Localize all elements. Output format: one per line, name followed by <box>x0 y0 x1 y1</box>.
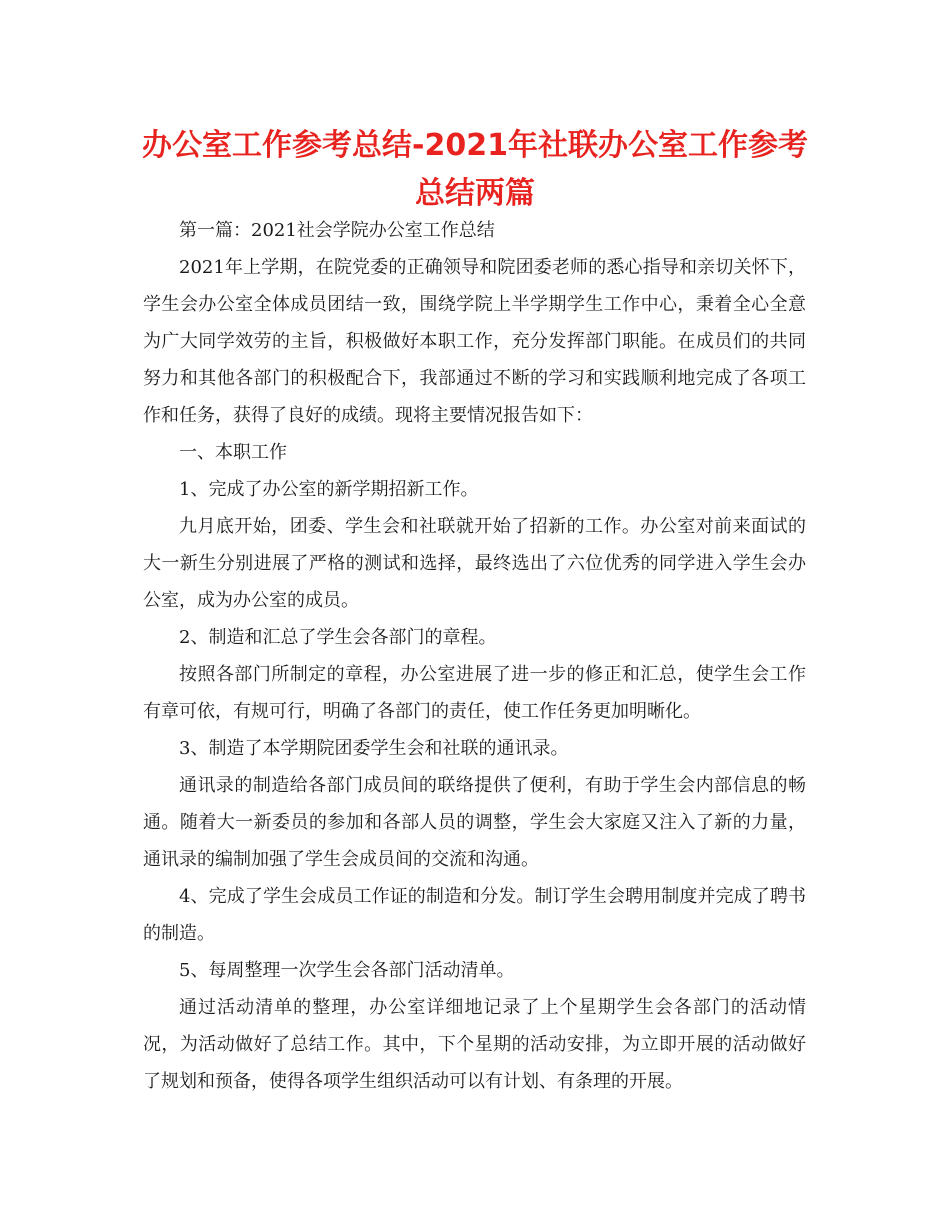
paragraph: 通过活动清单的整理，办公室详细地记录了上个星期学生会各部门的活动情况，为活动做好了总结工作。其中，下个星期的活动安排，为立即开展的活动做好了规划和预备，使得各项学生组织活动可以有计划、有条理的开展。 <box>143 997 806 1092</box>
list-item-heading: 5、每周整理一次学生会各部门活动清单。 <box>179 960 515 981</box>
paragraph: 按照各部门所制定的章程，办公室进展了进一步的修正和汇总，使学生会工作有章可依，有规可行，明确了各部门的责任，使工作任务更加明晰化。 <box>143 664 806 722</box>
paragraph: 通讯录的制造给各部门成员间的联络提供了便利，有助于学生会内部信息的畅通。随着大一新委员的参加和各部人员的调整，学生会大家庭又注入了新的力量，通讯录的编制加强了学生会成员间的交流和沟通。 <box>143 775 806 870</box>
document-title: 办公室工作参考总结-2021年社联办公室工作参考总结两篇 <box>142 128 808 211</box>
section-heading: 第一篇：2021社会学院办公室工作总结 <box>179 220 495 241</box>
list-item-heading: 4、完成了学生会成员工作证的制造和分发。制订学生会聘用制度并完成了聘书的制造。 <box>143 886 806 944</box>
section-heading: 一、本职工作 <box>179 442 287 463</box>
document-body <box>143 212 806 1100</box>
list-item-heading: 2、制造和汇总了学生会各部门的章程。 <box>179 627 497 648</box>
paragraph: 九月底开始，团委、学生会和社联就开始了招新的工作。办公室对前来面试的大一新生分别进展了严格的测试和选择，最终选出了六位优秀的同学进入学生会办公室，成为办公室的成员。 <box>143 516 806 611</box>
paragraph: 2021年上学期，在院党委的正确领导和院团委老师的悉心指导和亲切关怀下，学生会办公室全体成员团结一致，围绕学院上半学期学生工作中心，秉着全心全意为广大同学效劳的主旨，积极做好本职工作，充分发挥部门职能。在成员们的共同努力和其他各部门的积极配合下，我部通过不断的学习和实践顺利地完成了各项工作和任务，获得了良好的成绩。现将主要情况报告如下： <box>143 257 806 426</box>
list-item-heading: 3、制造了本学期院团委学生会和社联的通讯录。 <box>179 738 569 759</box>
list-item-heading: 1、完成了办公室的新学期招新工作。 <box>179 479 479 500</box>
